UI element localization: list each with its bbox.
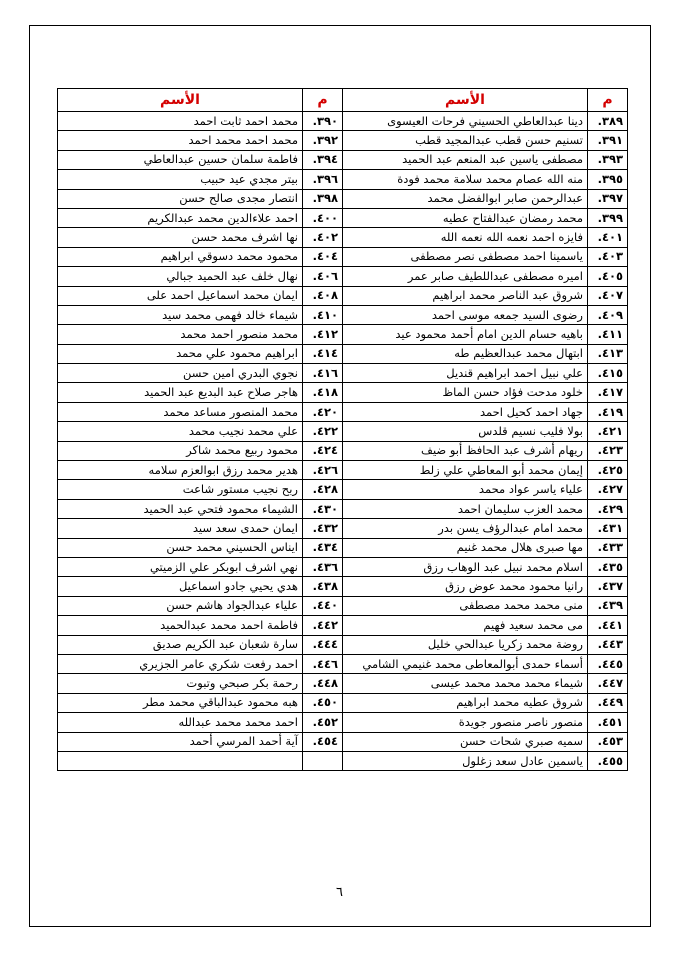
entry-name: خلود مدحت فؤاد حسن الماظ — [343, 383, 588, 402]
entry-name: محمد رمضان عبدالفتاح عطيه — [343, 208, 588, 227]
entry-number: ٤٥٢. — [303, 713, 343, 732]
roster-body — [58, 112, 628, 771]
entry-number: ٤٣٣. — [588, 538, 628, 557]
table-header-row — [58, 89, 628, 112]
entry-name: علي نبيل احمد ابراهيم قنديل — [343, 364, 588, 383]
table-row — [58, 596, 628, 615]
table-row — [58, 499, 628, 518]
page-number: ٦ — [336, 885, 343, 900]
entry-name: هبه محمود عبدالباقي محمد مطر — [58, 693, 303, 712]
entry-name: عبدالرحمن صابر ابوالفضل محمد — [343, 189, 588, 208]
table-row — [58, 364, 628, 383]
student-roster-table — [57, 88, 628, 771]
entry-number: ٣٨٩. — [588, 112, 628, 131]
entry-name: نهي اشرف ابوبكر علي الزميتي — [58, 557, 303, 576]
entry-number: ٤٢١. — [588, 422, 628, 441]
entry-name: اميره مصطفى عبداللطيف صابر عمر — [343, 267, 588, 286]
entry-name: هدي يحيي جادو اسماعيل — [58, 577, 303, 596]
header-number-left: م — [303, 89, 343, 112]
entry-name: أسماء حمدى أبوالمعاطى محمد غنيمي الشامي — [343, 654, 588, 673]
entry-name: محمد احمد محمد احمد — [58, 131, 303, 150]
table-row — [58, 654, 628, 673]
entry-number: ٤١٤. — [303, 344, 343, 363]
entry-number: ٤٠٩. — [588, 305, 628, 324]
entry-name: بيتر مجدي عيد حبيب — [58, 170, 303, 189]
table-row — [58, 228, 628, 247]
table-row — [58, 267, 628, 286]
entry-number: ٤٠٣. — [588, 247, 628, 266]
entry-name: محمود محمد دسوقي ابراهيم — [58, 247, 303, 266]
entry-name: نها اشرف محمد حسن — [58, 228, 303, 247]
entry-name: ابراهيم محمود علي محمد — [58, 344, 303, 363]
entry-name: شيماء محمد محمد محمد عيسى — [343, 674, 588, 693]
entry-number: ٤٣٩. — [588, 596, 628, 615]
entry-name: احمد محمد محمد عبدالله — [58, 713, 303, 732]
entry-name: ياسمين عادل سعد زغلول — [343, 751, 588, 770]
entry-name: جهاد احمد كحيل احمد — [343, 402, 588, 421]
entry-name: الشيماء محمود فتحي عبد الحميد — [58, 499, 303, 518]
entry-number: ٣٩٣. — [588, 150, 628, 169]
table-row — [58, 441, 628, 460]
entry-name: فايزه احمد نعمه الله نعمه الله — [343, 228, 588, 247]
entry-name: شروق عبد الناصر محمد ابراهيم — [343, 286, 588, 305]
entry-name: علياء عبدالجواد هاشم حسن — [58, 596, 303, 615]
entry-number: ٤٥٤. — [303, 732, 343, 751]
entry-name: محمد منصور احمد محمد — [58, 325, 303, 344]
table-row — [58, 616, 628, 635]
entry-name: انتصار مجدى صالح حسن — [58, 189, 303, 208]
entry-name: نجوي البدري امين حسن — [58, 364, 303, 383]
entry-number: ٤٣٢. — [303, 519, 343, 538]
entry-number: ٤٢٨. — [303, 480, 343, 499]
entry-number: ٤٠٧. — [588, 286, 628, 305]
entry-number: ٤١١. — [588, 325, 628, 344]
table-row — [58, 732, 628, 751]
table-row — [58, 208, 628, 227]
table-row — [58, 577, 628, 596]
table-row — [58, 325, 628, 344]
entry-name: دينا عبدالعاطي الحسيني فرحات العيسوى — [343, 112, 588, 131]
entry-name: رحمة بكر صبحي وتبوت — [58, 674, 303, 693]
table-row — [58, 635, 628, 654]
entry-name: علياء ياسر عواد محمد — [343, 480, 588, 499]
table-row — [58, 480, 628, 499]
table-row — [58, 305, 628, 324]
table-row — [58, 170, 628, 189]
entry-number: ٤٤٩. — [588, 693, 628, 712]
entry-name: اسلام محمد نبيل عبد الوهاب رزق — [343, 557, 588, 576]
entry-number: ٤٣٧. — [588, 577, 628, 596]
entry-name: ايمان محمد اسماعيل احمد على — [58, 286, 303, 305]
entry-number: ٤٢٠. — [303, 402, 343, 421]
entry-name: محمد المنصور مساعد محمد — [58, 402, 303, 421]
entry-number: ٤٤٧. — [588, 674, 628, 693]
table-row — [58, 674, 628, 693]
table-row — [58, 461, 628, 480]
table-row — [58, 693, 628, 712]
entry-name: رضوى السيد جمعه موسى احمد — [343, 305, 588, 324]
table-row — [58, 751, 628, 770]
entry-number: ٤٢٢. — [303, 422, 343, 441]
entry-name: ايمان حمدى سعد سيد — [58, 519, 303, 538]
entry-name — [58, 751, 303, 770]
entry-number: ٣٩٥. — [588, 170, 628, 189]
entry-number: ٤٠٨. — [303, 286, 343, 305]
entry-name: احمد علاءالدين محمد عبدالكريم — [58, 208, 303, 227]
entry-number: ٤١٣. — [588, 344, 628, 363]
entry-number: ٤٥٠. — [303, 693, 343, 712]
entry-number: ٣٩١. — [588, 131, 628, 150]
header-name-left: الأسم — [58, 89, 303, 112]
entry-number: ٤٠٤. — [303, 247, 343, 266]
table-row — [58, 150, 628, 169]
entry-number: ٤٥٥. — [588, 751, 628, 770]
entry-number: ٤٤٥. — [588, 654, 628, 673]
entry-number: ٤٤٨. — [303, 674, 343, 693]
entry-number: ٣٩٩. — [588, 208, 628, 227]
table-row — [58, 189, 628, 208]
header-name-right: الأسم — [343, 89, 588, 112]
entry-name: شيماء خالد فهمى محمد سيد — [58, 305, 303, 324]
entry-number: ٤٣٦. — [303, 557, 343, 576]
entry-number: ٤١٨. — [303, 383, 343, 402]
entry-name: مصطفى ياسين عبد المنعم عبد الحميد — [343, 150, 588, 169]
entry-name: ريهام أشرف عبد الحافظ أبو ضيف — [343, 441, 588, 460]
entry-number: ٤٤٤. — [303, 635, 343, 654]
entry-name: محمد العزب سليمان احمد — [343, 499, 588, 518]
entry-number: ٤٤٢. — [303, 616, 343, 635]
entry-number: ٤٠٢. — [303, 228, 343, 247]
table-row — [58, 402, 628, 421]
entry-name: فاطمة احمد محمد عبدالحميد — [58, 616, 303, 635]
entry-number: ٤٢٩. — [588, 499, 628, 518]
table-row — [58, 131, 628, 150]
entry-number: ٤١٢. — [303, 325, 343, 344]
entry-number: ٣٩٤. — [303, 150, 343, 169]
table-row — [58, 422, 628, 441]
entry-number: ٤٣١. — [588, 519, 628, 538]
entry-number: ٤٥٣. — [588, 732, 628, 751]
table-row — [58, 519, 628, 538]
entry-number: ٤٠٥. — [588, 267, 628, 286]
entry-name: مى محمد سعيد فهيم — [343, 616, 588, 635]
entry-name: باهيه حسام الدين امام أحمد محمود عيد — [343, 325, 588, 344]
entry-name: هدير محمد رزق ابوالعزم سلامه — [58, 461, 303, 480]
entry-name: محمد احمد ثابت احمد — [58, 112, 303, 131]
entry-number: ٤٠٠. — [303, 208, 343, 227]
table-row — [58, 112, 628, 131]
entry-number: ٤٤١. — [588, 616, 628, 635]
entry-number: ٤١٥. — [588, 364, 628, 383]
entry-number: ٤٣٤. — [303, 538, 343, 557]
entry-number: ٤٤٦. — [303, 654, 343, 673]
table-row — [58, 383, 628, 402]
entry-number: ٤٤٣. — [588, 635, 628, 654]
entry-name: ابتهال محمد عبدالعظيم طه — [343, 344, 588, 363]
header-number-right: م — [588, 89, 628, 112]
entry-name: ربح نجيب مستور شاعت — [58, 480, 303, 499]
entry-number: ٤٣٨. — [303, 577, 343, 596]
table-row — [58, 713, 628, 732]
entry-number: ٣٩٧. — [588, 189, 628, 208]
entry-name: سارة شعبان عبد الكريم صديق — [58, 635, 303, 654]
entry-number — [303, 751, 343, 770]
entry-name: فاطمة سلمان حسين عبدالعاطي — [58, 150, 303, 169]
entry-name: علي محمد نجيب محمد — [58, 422, 303, 441]
entry-number: ٣٩٢. — [303, 131, 343, 150]
entry-name: آية أحمد المرسي أحمد — [58, 732, 303, 751]
entry-name: محمد امام عبدالرؤف يسن بدر — [343, 519, 588, 538]
table-row — [58, 247, 628, 266]
entry-name: ياسمينا احمد مصطفى نصر مصطفى — [343, 247, 588, 266]
entry-number: ٣٩٠. — [303, 112, 343, 131]
entry-number: ٤١٩. — [588, 402, 628, 421]
entry-name: منى محمد محمد مصطفى — [343, 596, 588, 615]
entry-name: ايناس الحسيني محمد حسن — [58, 538, 303, 557]
entry-name: مها صبرى هلال محمد غنيم — [343, 538, 588, 557]
entry-number: ٤٢٧. — [588, 480, 628, 499]
entry-number: ٤١٧. — [588, 383, 628, 402]
entry-name: هاجر صلاح عبد البديع عبد الحميد — [58, 383, 303, 402]
table-row — [58, 344, 628, 363]
entry-number: ٤٢٥. — [588, 461, 628, 480]
entry-name: شروق عطيه محمد ابراهيم — [343, 693, 588, 712]
entry-name: تسنيم حسن قطب عبدالمجيد قطب — [343, 131, 588, 150]
entry-number: ٤٢٤. — [303, 441, 343, 460]
entry-name: بولا فليب نسيم قلدس — [343, 422, 588, 441]
entry-number: ٤٣٥. — [588, 557, 628, 576]
entry-name: نهال خلف عبد الحميد جبالي — [58, 267, 303, 286]
entry-name: محمود ربيع محمد شاكر — [58, 441, 303, 460]
entry-number: ٣٩٨. — [303, 189, 343, 208]
entry-number: ٣٩٦. — [303, 170, 343, 189]
entry-name: روضة محمد زكريا عبدالحي خليل — [343, 635, 588, 654]
entry-number: ٤٢٣. — [588, 441, 628, 460]
entry-number: ٤١٠. — [303, 305, 343, 324]
entry-number: ٤٥١. — [588, 713, 628, 732]
table-row — [58, 286, 628, 305]
entry-number: ٤١٦. — [303, 364, 343, 383]
entry-name: منصور ناصر منصور جويدة — [343, 713, 588, 732]
table-row — [58, 538, 628, 557]
entry-name: إيمان محمد أبو المعاطي علي زلط — [343, 461, 588, 480]
entry-number: ٤٠١. — [588, 228, 628, 247]
entry-number: ٤٣٠. — [303, 499, 343, 518]
entry-name: سميه صبري شحات حسن — [343, 732, 588, 751]
table-row — [58, 557, 628, 576]
entry-number: ٤٢٦. — [303, 461, 343, 480]
entry-number: ٤٠٦. — [303, 267, 343, 286]
entry-name: رانيا محمود محمد عوض رزق — [343, 577, 588, 596]
entry-name: منه الله عصام محمد سلامة محمد فودة — [343, 170, 588, 189]
entry-number: ٤٤٠. — [303, 596, 343, 615]
entry-name: احمد رفعت شكري عامر الجزيري — [58, 654, 303, 673]
